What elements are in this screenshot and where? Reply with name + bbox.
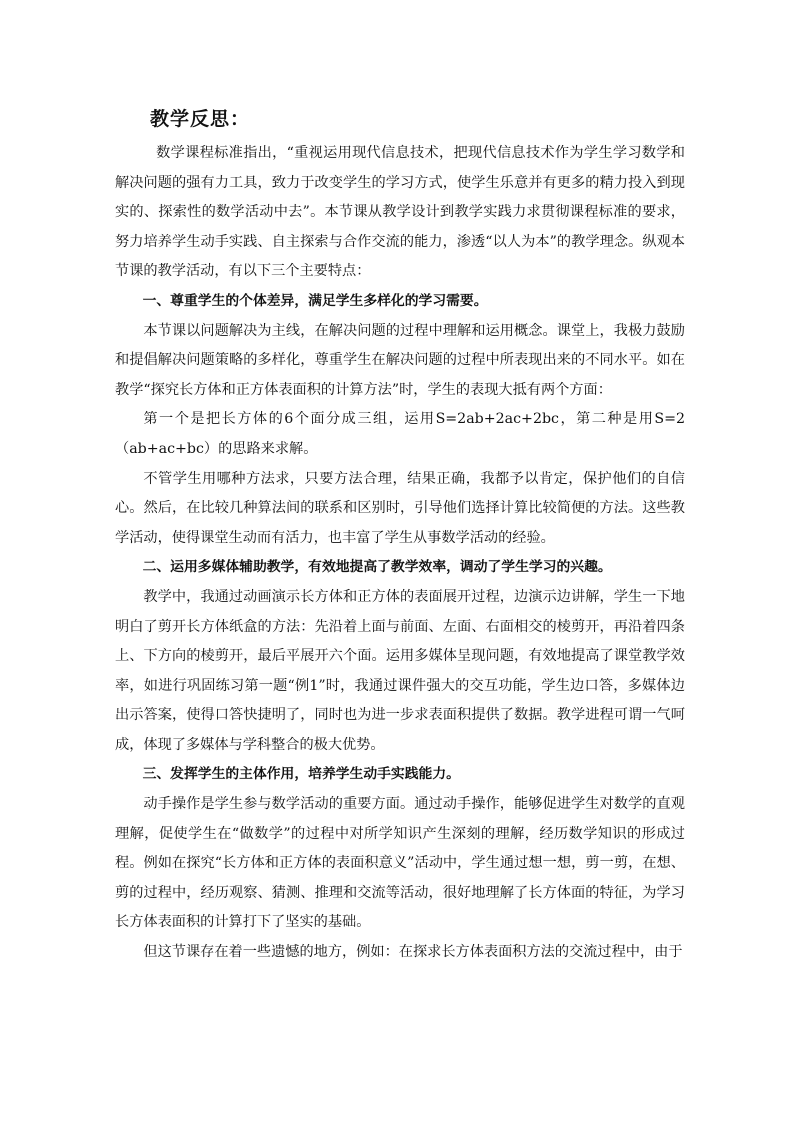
document-title: 教学反思：: [150, 108, 251, 130]
paragraph-formulas: 第一个是把长方体的6个面分成三组，运用S=2ab+2ac+2bc，第二种是用S=2（ab+ac+bc）的思路来求解。: [115, 411, 685, 457]
paragraph-multimedia: 教学中，我通过动画演示长方体和正方体的表面展开过程，边演示边讲解，学生一下地明白了剪开长方体纸盒的方法：先沿着上面与前面、左面、右面相交的棱剪开，再沿着四条上、下方向的棱剪开，最后平展开六个面。运用多媒体呈现问题，有效地提高了课堂教学效率，如进行巩固练习第一题“例1”时，我通过课件强大的交互功能，学生边口答，多媒体边出示答案，使得口答快捷明了，同时也为进一步求表面积提供了数据。教学进程可谓一气呵成，体现了多媒体与学科整合的极大优势。: [115, 588, 685, 753]
paragraph-shortcomings: 但这节课存在着一些遗憾的地方，例如：在探求长方体表面积方法的交流过程中，由于: [143, 944, 683, 961]
paragraph-problem-solving: 本节课以问题解决为主线，在解决问题的过程中理解和运用概念。课堂上，我极力鼓励和提倡解决问题策略的多样化，尊重学生在解决问题的过程中所表现出来的不同水平。如在教学“探究长方体和正方体表面积的计算方法”时，学生的表现大抵有两个方面：: [115, 322, 685, 398]
section-heading-2: 二、运用多媒体辅助教学，有效地提高了教学效率，调动了学生学习的兴趣。: [142, 559, 612, 576]
intro-paragraph: 数学课程标准指出，“重视运用现代信息技术，把现代信息技术作为学生学习数学和解决问题的强有力工具，致力于改变学生的学习方式，使学生乐意并有更多的精力投入到现实的、探索性的数学活动中去”。本节课从教学设计到教学实践力求贯彻课程标准的要求，努力培养学生动手实践、自主探索与合作交流的能力，渗透“以人为本”的教学理念。纵观本节课的教学活动，有以下三个主要特点：: [115, 145, 685, 280]
section-heading-1: 一、尊重学生的个体差异，满足学生多样化的学习需要。: [142, 292, 488, 309]
paragraph-encouragement: 不管学生用哪种方法求，只要方法合理，结果正确，我都予以肯定，保护他们的自信心。然后，在比较几种算法间的联系和区别时，引导他们选择计算比较简便的方法。这些教学活动，使得课堂生动而有活力，也丰富了学生从事数学活动的经验。: [115, 470, 685, 546]
section-heading-3: 三、发挥学生的主体作用，培养学生动手实践能力。: [142, 766, 460, 783]
paragraph-hands-on: 动手操作是学生参与数学活动的重要方面。通过动手操作，能够促进学生对数学的直观理解，促使学生在“做数学”的过程中对所学知识产生深刻的理解，经历数学知识的形成过程。例如在探究“长方体和正方体的表面积意义”活动中，学生通过想一想，剪一剪，在想、剪的过程中，经历观察、猜测、推理和交流等活动，很好地理解了长方体面的特征，为学习长方体表面积的计算打下了坚实的基础。: [115, 796, 685, 931]
document-body: [115, 139, 685, 968]
